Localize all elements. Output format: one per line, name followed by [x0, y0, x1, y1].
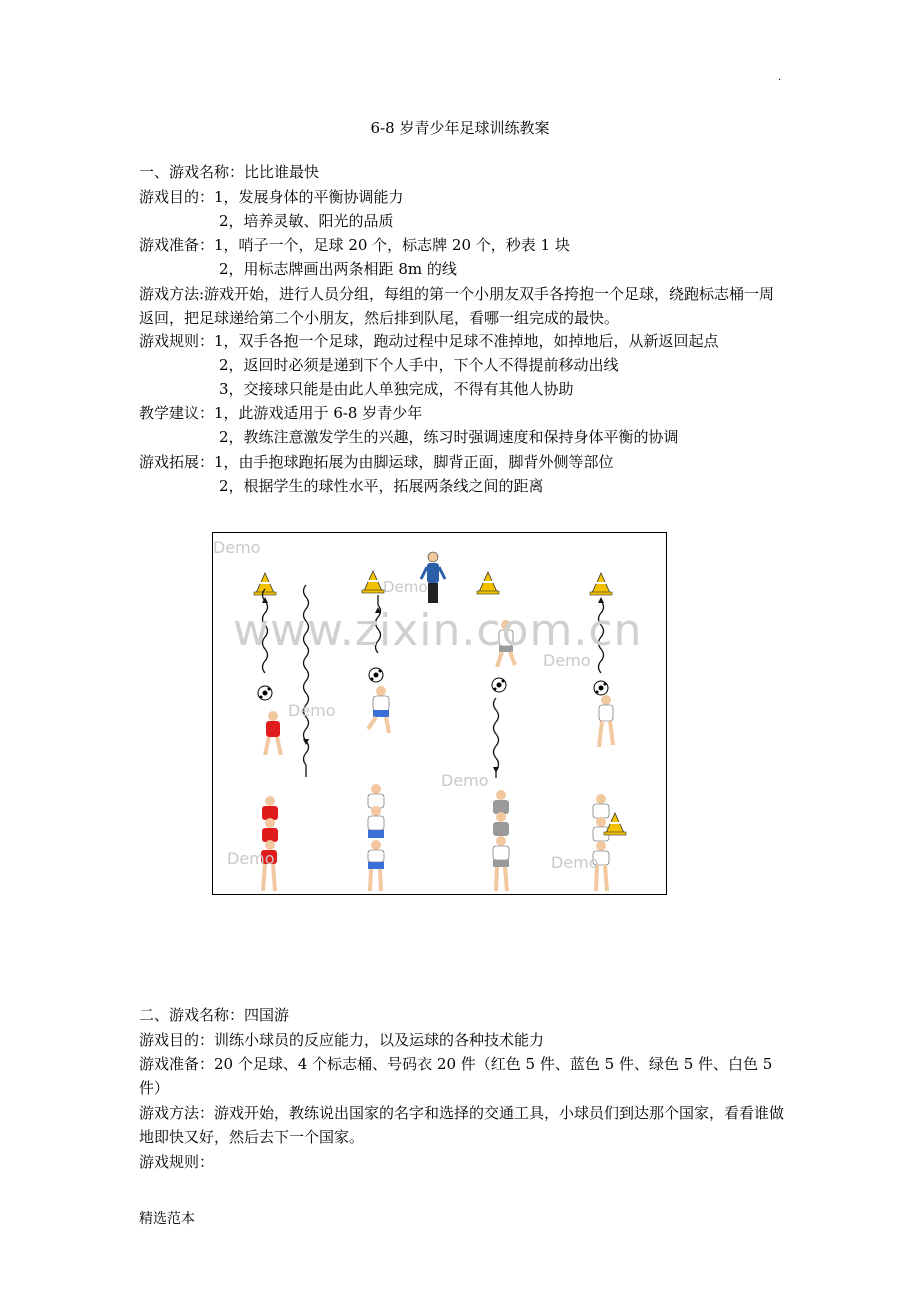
queue-red-team — [261, 796, 278, 891]
s1-rule-2: 2，返回时必须是递到下个人手中，下个人不得提前移动出线 — [219, 356, 619, 374]
header-dot: . — [778, 72, 782, 83]
s1-method: 游戏方法:游戏开始，进行人员分组，每组的第一个小朋友双手各挎抱一个足球，绕跑标志桶一周返回，把足球递给第二个小朋友，然后排到队尾，看哪一组完成的最快。 — [139, 285, 775, 327]
cone-icon — [477, 572, 499, 594]
demo-watermark: Demo — [383, 578, 428, 596]
demo-watermark: Demo — [551, 853, 599, 872]
s1-prep-2: 2，用标志牌画出两条相距 8m 的线 — [219, 260, 457, 278]
drill-diagram-svg — [213, 533, 667, 895]
player-white-running — [599, 695, 613, 747]
s1-purpose-1: 游戏目的：1，发展身体的平衡协调能力 — [139, 188, 404, 206]
s1-prep-1: 游戏准备：1，哨子一个，足球 20 个，标志牌 20 个，秒表 1 块 — [139, 236, 570, 254]
s2-method: 游戏方法：游戏开始，教练说出国家的名字和选择的交通工具，小球员们到达那个国家，看看谁做地即快又好，然后去下一个国家。 — [139, 1104, 785, 1146]
demo-watermark: Demo — [543, 651, 591, 670]
s1-ext-1: 游戏拓展：1，由手抱球跑拓展为由脚运球，脚背正面，脚背外侧等部位 — [139, 453, 614, 471]
s1-rule-1: 游戏规则：1，双手各抱一个足球，跑动过程中足球不准掉地，如掉地后，从新返回起点 — [139, 332, 719, 350]
queue-white-team — [593, 794, 609, 891]
cone-icon — [254, 573, 276, 595]
ball-icon — [492, 678, 506, 692]
cone-icon — [362, 571, 384, 593]
s2-name: 二、游戏名称：四国游 — [139, 1006, 290, 1024]
s1-ext-2: 2，根据学生的球性水平，拓展两条线之间的距离 — [219, 477, 544, 495]
player-red-running — [265, 711, 281, 755]
page-title: 6-8 岁青少年足球训练教案 — [370, 119, 550, 137]
s1-advice-2: 2，教练注意激发学生的兴趣，练习时强调速度和保持身体平衡的协调 — [219, 428, 679, 446]
s1-advice-1: 教学建议：1，此游戏适用于 6-8 岁青少年 — [139, 404, 423, 422]
footer-label: 精选范本 — [139, 1211, 195, 1227]
s1-purpose-2: 2，培养灵敏、阳光的品质 — [219, 212, 394, 230]
site-watermark: www.zixin.com.cn — [233, 605, 643, 656]
cone-icon — [590, 573, 612, 595]
s1-rule-3: 3，交接球只能是由此人单独完成，不得有其他人协助 — [219, 380, 574, 398]
s2-purpose: 游戏目的：训练小球员的反应能力，以及运球的各种技术能力 — [139, 1031, 545, 1049]
s2-rule: 游戏规则： — [139, 1153, 215, 1171]
drill-diagram — [212, 532, 667, 895]
demo-watermark: Demo — [227, 849, 275, 868]
s1-name: 一、游戏名称：比比谁最快 — [139, 163, 320, 181]
queue-grey-team — [493, 790, 509, 891]
s2-prep: 游戏准备：20 个足球、4 个标志桶、号码衣 20 件（红色 5 件、蓝色 5 件、绿色 5 件、白色 5 件） — [139, 1055, 773, 1097]
demo-watermark: Demo — [441, 771, 489, 790]
queue-blue-team — [368, 784, 384, 891]
ball-icon — [258, 686, 272, 700]
player-blue-kicking — [368, 686, 389, 733]
ball-icon — [369, 668, 383, 682]
demo-watermark: Demo — [213, 538, 261, 557]
ball-icon — [594, 681, 608, 695]
demo-watermark: Demo — [288, 701, 336, 720]
